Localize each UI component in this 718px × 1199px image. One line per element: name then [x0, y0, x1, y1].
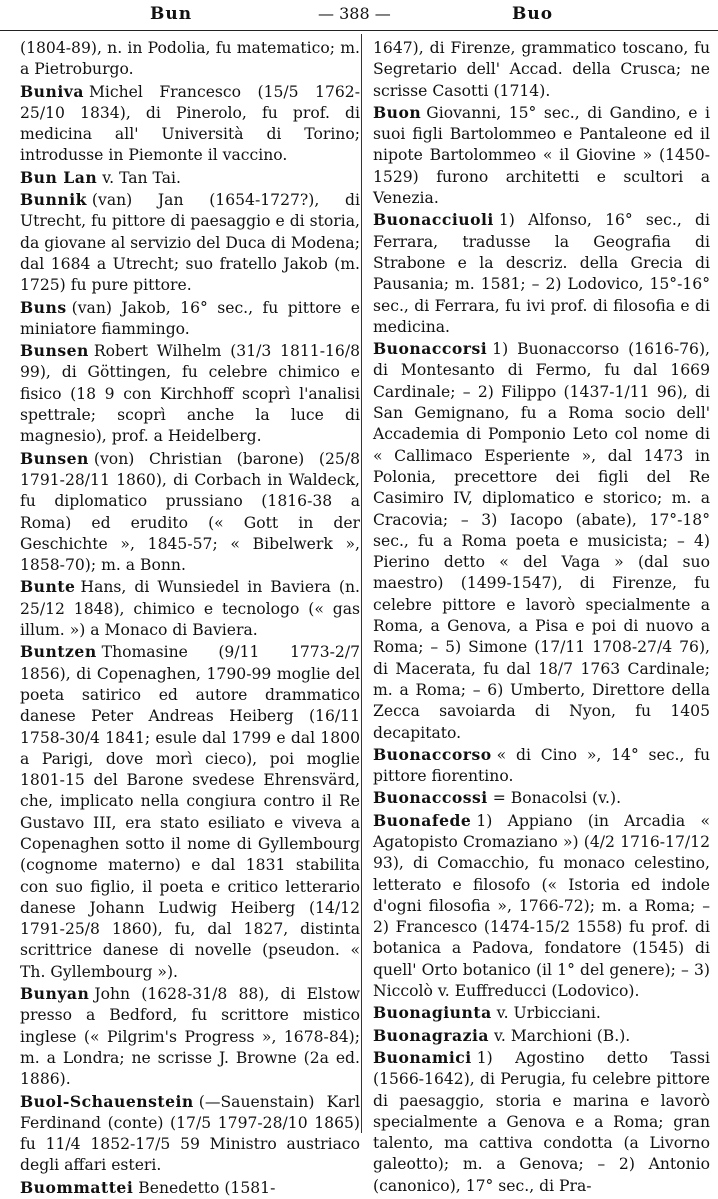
dictionary-entry: [20, 983, 360, 1090]
left-column: [20, 38, 360, 1199]
entry-headword: Buonagiunta: [373, 1003, 492, 1023]
dictionary-entry: [373, 209, 710, 338]
entry-headword: Bunsen: [20, 341, 89, 361]
dictionary-entry: [373, 744, 710, 788]
entry-headword: Bunyan: [20, 984, 90, 1004]
entry-text: Robert Wilhelm (31/3 1811-16/8 99), di Göttingen, fu celebre chimico e fisico (18 9 con Kirchhoff scoprì l'analisi spettrale; scoprì anche la luce di magnesio), prof. a Heidelberg.: [20, 342, 360, 446]
entry-headword: Bunnik: [20, 190, 87, 210]
entry-text: Michel Francesco (15/5 1762-25/10 1834), di Pinerolo, fu prof. di medicina all' Università di Torino; introdusse in Piemonte il vaccino.: [20, 82, 360, 165]
right-column: [373, 38, 710, 1197]
entry-headword: Bunte: [20, 577, 76, 597]
entry-text: Hans, di Wunsiedel in Baviera (n. 25/12 1848), chimico e tecnologo (« gas illum. ») a Monaco di Baviera.: [20, 578, 360, 640]
entry-headword: Buonaccossi: [373, 788, 488, 808]
dictionary-entry: [373, 1047, 710, 1197]
dictionary-entry: [20, 340, 360, 447]
entry-headword: Buol-Schauenstein: [20, 1091, 194, 1111]
entry-text: Giovanni, 15° sec., di Gandino, e i suoi figli Bartolommeo e Pantaleone ed il nipote Bartolommeo « il Giovine » (1450-1529) furono architetti e scultori a Venezia.: [373, 103, 710, 208]
entry-headword: Bunsen: [20, 448, 89, 468]
entry-text: v. Urbicciani.: [496, 1004, 601, 1023]
entry-text: Thomasine (9/11 1773-2/7 1856), di Copenaghen, 1790-99 moglie del poeta satirico ed autore drammatico danese Peter Andreas Heiberg (16/11 1758-30/4 1841; esule dal 1799 e dal 1800 a Parigi, dove morì cieco), poi moglie 1801-15 del Barone svedese Ehrensvärd, che, implicato nella congiura contro il Re Gustavo III, era stato esiliato e viveva a Copenaghen sotto il nome di Gyllembourg (cognome materno) e dal 1831 stabilita con suo figlio, il poeta e critico letterario danese Johann Ludwig Heiberg (14/12 1791-25/8 1860), fu, dal 1827, distinta scrittrice danese di novelle (pseudon. « Th. Gyllembourg »).: [20, 643, 360, 981]
entry-headword: Buommattei: [20, 1177, 134, 1197]
entry-headword: Buonafede: [373, 810, 472, 830]
header-right-guide-word: Buo: [512, 4, 554, 24]
entry-headword: Buniva: [20, 81, 84, 101]
dictionary-entry: [373, 38, 710, 102]
dictionary-entry: [20, 81, 360, 167]
entry-text: (von) Christian (barone) (25/8 1791-28/11 1860), di Corbach in Waldeck, fu diplomatico prussiano (1816-38 a Roma) ed erudito (« Gott in der Geschichte », 1845-57; « Bibelwerk », 1858-70); m. a Bonn.: [20, 449, 360, 575]
entry-headword: Buonacciuoli: [373, 210, 494, 230]
entry-headword: Buonagrazia: [373, 1025, 489, 1045]
entry-text: v. Marchioni (B.).: [493, 1026, 631, 1045]
dictionary-entry: [373, 1002, 710, 1024]
dictionary-entry: [373, 338, 710, 744]
page-number: — 388 —: [318, 4, 391, 23]
dictionary-entry: [373, 810, 710, 1003]
entry-text: 1) Buonaccorso (1616-76), di Montesanto di Fermo, fu dal 1669 Cardinale; – 2) Filippo (1437-1/11 96), di San Gemignano, fu a Roma socio dell' Accademia di Pomponio Leto col nome di « Callimaco Esperiente », dal 1473 in Polonia, precettore dei figli del Re Casimiro IV, diplomatico e storico; m. a Cracovia; – 3) Iacopo (abate), 17°-18° sec., fu a Roma poeta e musicista; – 4) Pierino detto « del Vaga » (dal suo maestro) (1499-1547), di Firenze, fu celebre pittore e lavorò specialmente a Roma, a Genova, a Pisa e poi di nuovo a Roma; – 5) Simone (17/11 1708-27/4 76), di Macerata, fu dal 18/7 1763 Cardinale; m. a Roma; – 6) Umberto, Direttore della Zecca savoiarda di Nyon, fu 1405 decapitato.: [373, 340, 710, 742]
entry-text: (van) Jan (1654-1727?), di Utrecht, fu pittore di paesaggio e di storia, da giovane al servizio del Duca di Modena; dal 1684 a Utrecht; suo fratello Jakob (m. 1725) fu pure pittore.: [20, 191, 360, 295]
dictionary-entry: [373, 1025, 710, 1047]
dictionary-entry: [373, 787, 710, 809]
entry-headword: Bun Lan: [20, 167, 98, 187]
entry-text: (1804-89), n. in Podolia, fu matematico; m. a Pietroburgo.: [20, 39, 360, 79]
dictionary-entry: [20, 189, 360, 296]
entry-headword: Buns: [20, 297, 67, 317]
dictionary-entry: [20, 38, 360, 81]
entry-headword: Buonaccorsi: [373, 339, 488, 359]
entry-text: John (1628-31/8 88), di Elstow presso a Bedford, fu scrittore mistico inglese (« Pilgrim's Progress », 1678-84); m. a Londra; ne scrisse J. Browne (2a ed. 1886).: [20, 985, 360, 1089]
entry-text: 1647), di Firenze, grammatico toscano, fu Segretario dell' Accad. della Crusca; ne scrisse Casotti (1714).: [373, 39, 710, 100]
entry-headword: Buntzen: [20, 642, 97, 662]
header-rule: [0, 30, 718, 31]
entry-text: Benedetto (1581-: [138, 1178, 276, 1197]
entry-headword: Buonaccorso: [373, 744, 492, 764]
entry-text: « di Cino », 14° sec., fu pittore fiorentino.: [373, 745, 710, 786]
entry-text: 1) Alfonso, 16° sec., di Ferrara, tradusse la Geografia di Strabone e la descriz. della Grecia di Pausania; m. 1581; – 2) Lodovico, 15°-16° sec., di Ferrara, fu ivi prof. di filosofia e di medicina.: [373, 211, 710, 336]
entry-text: (—Sauenstain) Karl Ferdinand (conte) (17/5 1797-28/10 1865) fu 11/4 1852-17/5 59 Ministro austriaco degli affari esteri.: [20, 1092, 360, 1175]
entry-text: 1) Appiano (in Arcadia « Agatopisto Cromaziano ») (4/2 1716-17/12 93), di Comacchio, fu monaco celestino, letterato e filosofo (« Istoria ed indole d'ogni filosofia », 1766-72); m. a Roma; – 2) Francesco (1474-15/2 1558) fu prof. di botanica a Padova, fondatore (1545) di quell' Orto botanico (il 1° del genere); – 3) Niccolò v. Euffreducci (Lodovico).: [373, 811, 710, 1001]
entry-text: = Bonacolsi (v.).: [492, 789, 622, 808]
entry-text: (van) Jakob, 16° sec., fu pittore e miniatore fiammingo.: [20, 298, 360, 338]
header-left-guide-word: Bun: [150, 4, 193, 24]
page-header: [0, 0, 718, 30]
dictionary-entry: [20, 1177, 360, 1199]
dictionary-entry: [20, 297, 360, 341]
dictionary-entry: [373, 102, 710, 209]
dictionary-entry: [20, 641, 360, 983]
entry-text: 1) Agostino detto Tassi (1566-1642), di Perugia, fu celebre pittore di paesaggio, storia e marina e lavorò specialmente a Genova e a Roma; gran talento, ma cattiva condotta (a Livorno galeotto); m. a Genova; – 2) Antonio (canonico), 17° sec., di Pra-: [373, 1048, 710, 1195]
dictionary-entry: [20, 576, 360, 641]
dictionary-entry: [20, 448, 360, 577]
dictionary-entry: [20, 167, 360, 189]
column-divider: [361, 34, 362, 1133]
entry-headword: Buon: [373, 102, 422, 122]
entry-headword: Buonamici: [373, 1047, 472, 1067]
entry-text: v. Tan Tai.: [102, 168, 181, 187]
dictionary-entry: [20, 1091, 360, 1177]
